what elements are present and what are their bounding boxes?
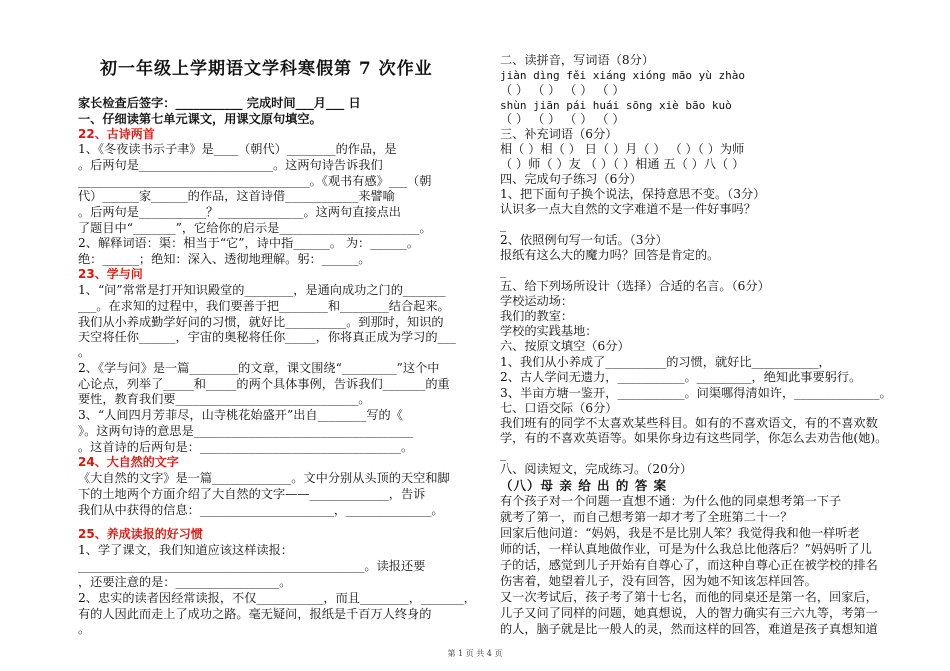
text-line: 3、“人间四月芳菲尽，山寺桃花始盛开”出自________写的《	[78, 408, 403, 422]
section-2-heading: 二、读拼音，写词语（8分）	[500, 53, 655, 67]
text-line: ，还要注意的是：_________________。	[78, 575, 292, 589]
text-line: 2、《学与问》是一篇________的文章，课文围绕“_________”这个中	[78, 361, 440, 375]
text-line: 。这首诗的后两句是：_________________________________。	[78, 440, 414, 454]
reading-text-line: 儿子又问了同样的问题，她真想说，人的智力确实有三六九等，考第一	[500, 606, 878, 620]
reading-text-line: 伤害着，她望着儿子，没有回答，因为她不知该怎样回答。	[500, 574, 817, 588]
text-line: 绝：______；绝知：深入、透彻地理解。躬：______。	[78, 252, 371, 266]
text-line: ______________________________________。《观书有感》___（朝	[78, 174, 432, 188]
text-line: 我们从中获得的信息：______________________，______________。	[78, 503, 444, 517]
text-line: 。	[78, 345, 91, 359]
reading-text-line: 师的话，一样认真地做作业，可是为什么我总比他落后？”妈妈听了儿	[500, 542, 872, 556]
text-line: 2、古人学问无遗力，___________。_________，绝知此事要躬行。	[500, 370, 862, 384]
text-line: 天空将任你______，宇宙的奥秘将任你_____，你将真正成为学习的___	[78, 330, 456, 344]
section-22-heading: 22、古诗两首	[78, 127, 155, 141]
text-line: 3、半亩方塘一鉴开，___________。问渠哪得清如许，______________。	[500, 386, 892, 400]
text-line: _______________________________________________。读报还要	[78, 559, 426, 573]
text-line: 。后两句是___________？______________。这两句直接点出	[78, 205, 401, 219]
text-line: 代）______家______的作品，这首诗借____________来譬喻	[78, 189, 395, 203]
text-line: 》。这两句诗的意思是____________________________________	[78, 424, 414, 438]
reading-title: （八）母 亲 给 出 的 答 案	[500, 478, 668, 493]
text-line: 1、《冬夜读书示子聿》是____（朝代）________的作品，是	[78, 142, 397, 156]
text-line: 。	[78, 622, 91, 636]
reading-text-line: 回家后他问道：“妈妈，我是不是比别人笨？我觉得我和他一样听老	[500, 526, 860, 540]
text-line: 1、“问”常常是打开知识殿堂的________，是通向成功之门的_______	[78, 283, 446, 297]
section-8-heading: 八、阅读短文，完成练习。（20分）	[500, 462, 693, 476]
answer-parens-row-2: （ ） （ ） （ ） （ ）	[500, 112, 625, 126]
section-6-heading: 六、按原文填空（6分）	[500, 339, 630, 353]
text-line: 学，有的不喜欢英语等。如果你身边有这些同学，你怎么去劝告他(她)。	[500, 431, 888, 445]
pinyin-row-2: shùn jiān pái huái sōng xiè bāo kuò	[500, 99, 732, 112]
page-title: 初一年级上学期语文学科寒假第 7 次作业	[100, 59, 433, 79]
text-line: 1、把下面句子换个说法，保持意思不变。（3分）	[500, 187, 766, 201]
text-line: 2、解释词语：渠：相当于“它”，诗中指______。 为：______。	[78, 236, 419, 250]
text-line: 1、我们从小养成了__________的习惯，就好比___________，	[500, 355, 831, 369]
text-line: 我们从小养成勤学好问的习惯，就好比__________。到那时，知识的	[78, 315, 444, 329]
reading-text-line: 子的话，感觉到儿子开始有自尊心了，而这种自尊心正在被学校的排名	[500, 558, 878, 572]
text-line: 我们的教室：	[500, 309, 574, 323]
answer-parens-row-1: （ ） （ ） （ ） （ ）	[500, 83, 625, 97]
text-line: 了题目中“_______”，它给你的启示是_______________________。	[78, 221, 432, 235]
reading-text-line: 就考了第一，而自己想考第一却才考了全班第二十一？	[500, 510, 793, 524]
text-line: 。后两句是______________________。这两句诗告诉我们	[78, 158, 383, 172]
page-footer: 第 1 页 共 4 页	[447, 649, 503, 658]
section-23-heading: 23、学与问	[78, 267, 143, 281]
text-line: 要性，教育我们要______________________________。	[78, 392, 371, 406]
text-line: 我们班有的同学不太喜欢某些科目。如有的不喜欢语文，有的不喜欢数	[500, 416, 878, 430]
section-5-heading: 五、给下列场所设计（选择）合适的名言。（6分）	[500, 279, 770, 293]
question-1-heading: 一、仔细读第七单元课文，用课文原句填空。	[78, 112, 322, 126]
text-line: 认识多一点大自然的文字难道不是一件好事吗？	[500, 202, 756, 216]
text-line: ___。在求知的过程中，我们要善于把________和________结合起来。	[78, 299, 450, 313]
reading-text-line: 有个孩子对一个问题一直想不通：为什么他的同桌想考第一下子	[500, 494, 842, 508]
section-25-heading: 25、养成读报的好习惯	[78, 527, 203, 541]
text-line: 下的土地两个方面介绍了大自然的文字——_____________，告诉	[78, 487, 426, 501]
text-line: 有的人因此而走上了成功之路。毫无疑问，报纸是千百万人终身的	[78, 607, 432, 621]
answer-line: _	[500, 447, 507, 461]
text-line: 1、学了课文，我们知道应该这样读报：	[78, 543, 293, 557]
answer-line: _	[500, 218, 507, 232]
text-line: 学校的实践基地：	[500, 324, 598, 338]
pinyin-row-1: jiàn dìng fěi xiáng xióng māo yù zhào	[500, 69, 746, 82]
reading-text-line: 又一次考试后，孩子考了第十七名，而他的同桌还是第一名，回家后，	[500, 590, 878, 604]
text-line: 心论点，列举了_____和_____的两个具体事例，告诉我们_______的重	[78, 377, 450, 391]
text-line: 2、依照例句写一句话。（3分）	[500, 233, 668, 247]
text-line: 学校运动场：	[500, 294, 574, 308]
section-24-heading: 24、大自然的文字	[78, 455, 179, 469]
answer-line: _	[500, 264, 507, 278]
section-3-heading: 三、补充词语（6分）	[500, 127, 618, 141]
text-line: 《大自然的文字》是一篇_____________。文中分别从头顶的天空和脚	[78, 471, 450, 485]
parent-signature-line: 家长检查后签字：___________ 完成时间___月___ 日	[78, 96, 361, 110]
text-line: 2、忠实的读者因经常读报，不仅___________，而且________，_______，	[78, 591, 476, 605]
reading-text-line: 的人，脑子就是比一般人的灵，然而这样的回答，难道是孩子真想知道	[500, 622, 878, 636]
idiom-row-2: （ ）师（ ）友 （ ）（ ）相通 五（ ）八（ ）	[500, 157, 745, 171]
section-4-heading: 四、完成句子练习（6分）	[500, 172, 642, 186]
section-7-heading: 七、口语交际（6分）	[500, 401, 618, 415]
text-line: 报纸有这么大的魔力吗？回答是肯定的。	[500, 248, 720, 262]
idiom-row-1: 相（ ）相（ ） 日（ ）月（ ） （ ）（ ）为师	[500, 142, 745, 156]
